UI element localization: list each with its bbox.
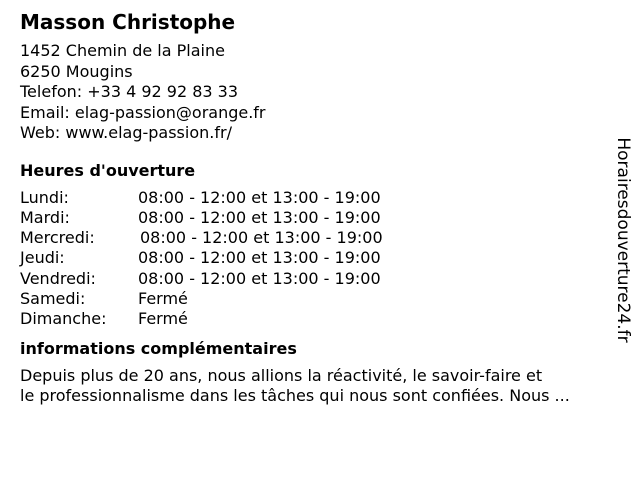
hours-table <box>20 188 610 330</box>
day-label: Lundi: <box>20 187 69 207</box>
info-heading: informations complémentaires <box>20 338 297 358</box>
description <box>20 366 610 407</box>
web-line: Web: www.elag-passion.fr/ <box>20 123 232 142</box>
address-city: 6250 Mougins <box>20 61 133 81</box>
day-hours: 08:00 - 12:00 et 13:00 - 19:00 <box>140 228 383 248</box>
day-hours: 08:00 - 12:00 et 13:00 - 19:00 <box>138 248 381 268</box>
day-hours: Fermé <box>138 309 188 329</box>
hours-heading: Heures d'ouverture <box>20 160 196 180</box>
day-label: Vendredi: <box>20 268 96 288</box>
day-hours: 08:00 - 12:00 et 13:00 - 19:00 <box>138 207 381 227</box>
hours-row-tuesday <box>20 208 610 228</box>
day-hours: 08:00 - 12:00 et 13:00 - 19:00 <box>138 187 381 207</box>
phone-line: Telefon: +33 4 92 92 83 33 <box>20 82 239 101</box>
day-label: Samedi: <box>20 288 86 308</box>
email-line: Email: elag-passion@orange.fr <box>20 102 266 122</box>
business-card <box>20 8 610 407</box>
business-name: Masson Christophe <box>20 10 236 34</box>
day-label: Jeudi: <box>20 248 65 268</box>
contact-block <box>20 41 610 144</box>
day-hours: 08:00 - 12:00 et 13:00 - 19:00 <box>138 268 381 288</box>
day-label: Mercredi: <box>20 228 95 248</box>
day-hours: Fermé <box>138 288 188 308</box>
description-line: Depuis plus de 20 ans, nous allions la réactivité, le savoir-faire et <box>20 365 543 385</box>
hours-row-thursday <box>20 248 610 268</box>
hours-row-monday <box>20 188 610 208</box>
hours-row-friday <box>20 269 610 289</box>
hours-row-saturday <box>20 289 610 309</box>
description-line: le professionnalisme dans les tâches qui nous sont confiées. Nous ... <box>20 386 570 406</box>
day-label: Dimanche: <box>20 309 107 329</box>
address-street: 1452 Chemin de la Plaine <box>20 41 225 60</box>
hours-row-wednesday <box>20 228 610 248</box>
day-label: Mardi: <box>20 207 70 227</box>
site-watermark: Horairesdouverture24.fr <box>613 137 633 343</box>
hours-row-sunday <box>20 309 610 329</box>
